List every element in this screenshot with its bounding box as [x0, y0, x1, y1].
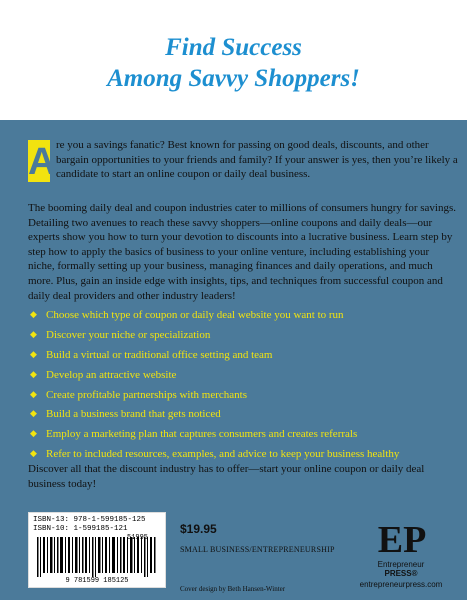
page-title — [0, 32, 467, 94]
list-item-text: Discover your niche or specialization — [46, 328, 211, 341]
cover-credit: Cover design by Beth Hansen-Winter — [180, 585, 286, 593]
barcode-bars-icon — [37, 537, 157, 577]
diamond-icon: ◆ — [30, 449, 37, 460]
diamond-icon: ◆ — [30, 310, 37, 320]
publisher-name-line-2: PRESS® — [384, 569, 418, 578]
barcode — [28, 512, 166, 588]
list-item — [30, 407, 458, 422]
logo-text: EP — [377, 519, 427, 558]
feature-list — [30, 308, 458, 467]
isbn-13: ISBN-13: 978-1-599185-125 — [33, 516, 146, 524]
publisher-name-line-1: Entrepreneur — [377, 560, 425, 569]
list-item — [30, 427, 458, 442]
list-item-text: Choose which type of coupon or daily deal website you want to run — [46, 309, 344, 321]
title-line-1: Find Success — [165, 34, 302, 61]
diamond-icon: ◆ — [30, 429, 37, 440]
drop-cap: A — [28, 141, 56, 183]
list-item — [30, 328, 458, 343]
body-text: The booming daily deal and coupon industries cater to millions of consumers hungry for savings. Detailing two avenues to reach these savvy shoppers—online coupons and daily deals—our experts show you how to turn your devotion to discounts into a lucrative business. Learn step by step how to apply the basics of business to your online venture, including establishing your niche, formally setting up your business, managing finances and daily operations, and much more. Plus, gain an inside edge with insights, tips, and techniques from successful coupon and daily deal providers and other industry leaders! — [28, 202, 457, 302]
title-line-2: Among Savvy Shoppers! — [107, 65, 360, 92]
publisher-url: entrepreneurpress.com — [359, 580, 443, 589]
list-item-text: Build a business brand that gets noticed — [46, 408, 221, 421]
list-item — [30, 368, 458, 383]
diamond-icon: ◆ — [30, 329, 37, 340]
price-label: $19.95 — [180, 522, 217, 536]
category-label: SMALL BUSINESS/ENTREPRENEURSHIP — [180, 545, 335, 554]
diamond-icon: ◆ — [30, 349, 37, 360]
intro-paragraph — [28, 138, 458, 182]
publisher-logo-icon — [372, 518, 432, 558]
isbn-10: ISBN-10: 1-599185-121 — [33, 525, 128, 533]
list-item — [30, 388, 458, 403]
diamond-icon: ◆ — [30, 369, 37, 380]
list-item-text: Develop an attractive website — [46, 368, 177, 381]
closing-paragraph — [28, 462, 458, 491]
closing-text: Discover all that the discount industry has to offer—start your online coupon or daily deal business today! — [28, 463, 425, 490]
list-item-text: Employ a marketing plan that captures consumers and creates referrals — [46, 428, 358, 441]
intro-text: re you a savings fanatic? Best known for passing on good deals, discounts, and other bargain opportunities to your friends and family? If your answer is yes, then you’re likely a candidate to start an online coupon or daily deal business. — [56, 139, 458, 181]
diamond-icon: ◆ — [30, 389, 37, 400]
diamond-icon: ◆ — [30, 409, 37, 420]
list-item-text: Build a virtual or traditional office setting and team — [46, 348, 273, 361]
list-item — [30, 447, 458, 462]
header-area — [0, 0, 467, 120]
list-item-text: Refer to included resources, examples, and advice to keep your business healthy — [46, 448, 400, 461]
list-item — [30, 348, 458, 363]
publisher-name — [340, 560, 462, 578]
body-paragraph — [28, 201, 458, 303]
barcode-digits: 9 781599 185125 — [65, 577, 129, 585]
list-item-text: Create profitable partnerships with merchants — [46, 388, 247, 401]
list-item — [30, 308, 458, 323]
